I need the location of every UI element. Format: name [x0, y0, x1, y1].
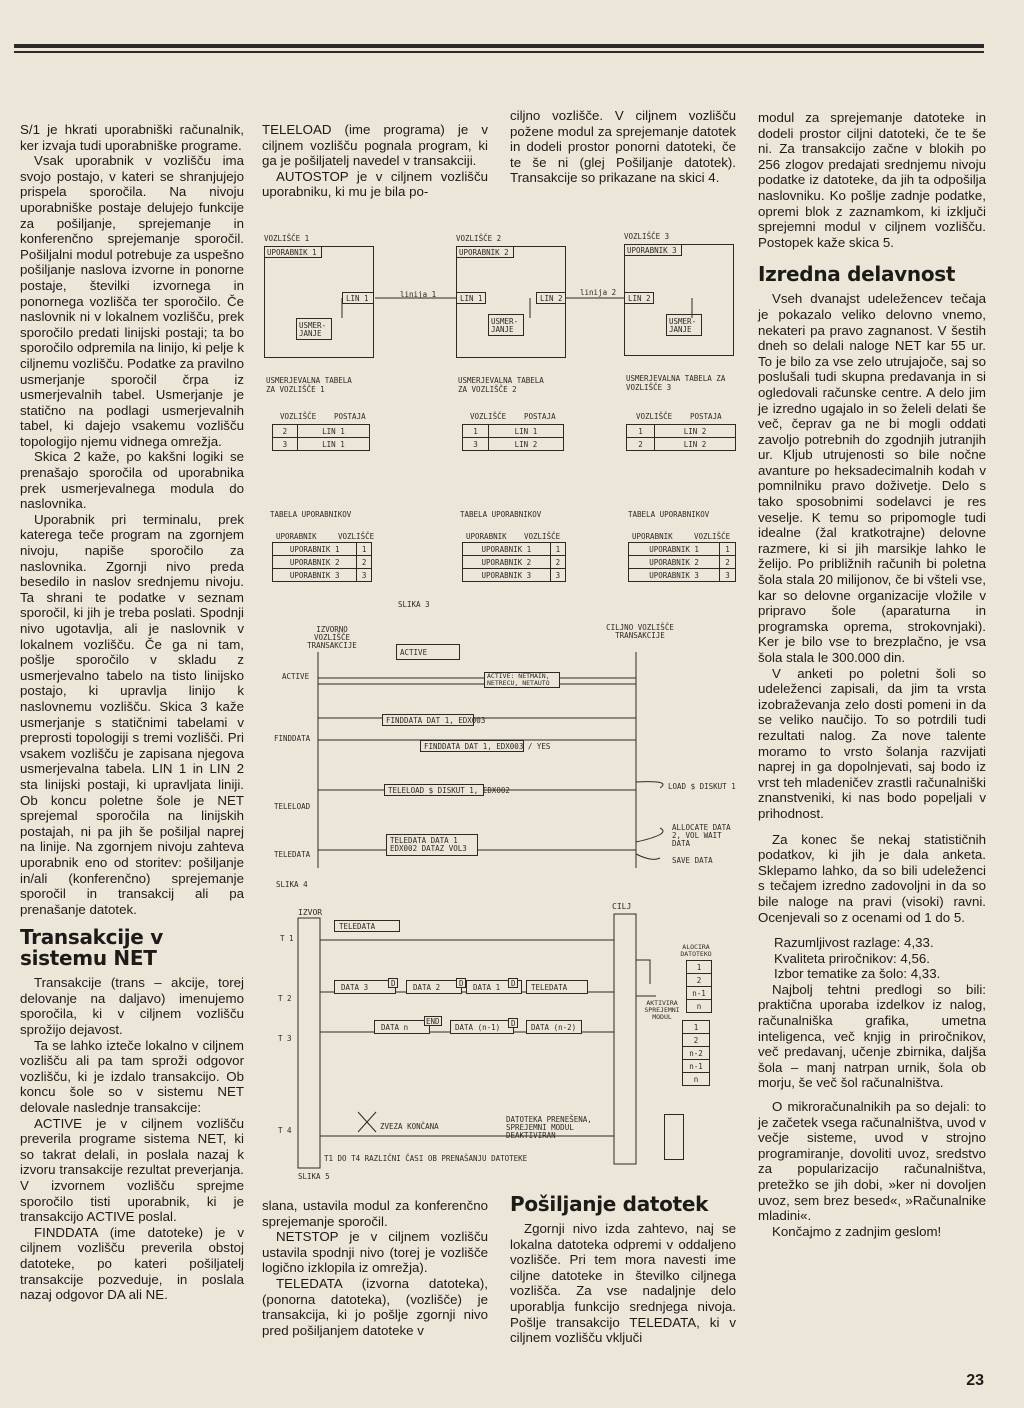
- paragraph: Zgornji nivo izda zahtevo, naj se lokalna datoteka odpremi v oddaljeno vozlišče. Pri tem mora navesti ime ciljne datoteke in številko ciljnega vozlišča. Za vse nadaljnje delo uporablja funkcijo srednjega nivoja. Pošlje transakcijo TELEDATA, ki v ciljnem vozlišču vključi: [510, 1221, 736, 1346]
- flag-label: D: [511, 1019, 516, 1028]
- user-cell: 1: [357, 543, 372, 556]
- flag-label: D: [391, 979, 396, 988]
- routing-label: USMER-JANJE: [669, 317, 697, 334]
- user-table-title: TABELA UPORABNIKOV: [460, 510, 542, 519]
- figure-4: [272, 622, 748, 894]
- route-cell: LIN 2: [654, 438, 735, 451]
- message-box: [396, 644, 460, 660]
- user-cell: 2: [720, 556, 736, 569]
- paragraph: AUTOSTOP je v ciljnem vozlišču uporabniku, ki mu je bila po-: [262, 168, 488, 200]
- flag-d: [388, 978, 398, 988]
- top-rule-thin: [14, 51, 984, 53]
- routing-box: [666, 314, 702, 336]
- node-title: VOZLIŠČE 1: [264, 234, 310, 243]
- user-cell: UPORABNIK 3: [629, 569, 720, 582]
- user-cell: 3: [720, 569, 736, 582]
- lin-label: LIN 1: [460, 294, 483, 303]
- message-box: [386, 834, 478, 856]
- paragraph: O mikroračunalnikih pa so dejali: to je začetek vsega računalništva, uvod v večje sisteme, uvod v strojno programiranje, dovoliti uvoz, sredstvo za popularizacijo računalništva, pretežko se jih dobi, »ker ni dovoljen uvoz, sem brez besed«, »Računalnike mladini«.: [758, 1099, 986, 1224]
- route-cell: LIN 2: [488, 438, 563, 451]
- time-label: T 4: [278, 1126, 292, 1135]
- lin-label: LIN 1: [346, 294, 369, 303]
- paragraph: Transakcije (trans – akcije, torej delovanje na daljavo) imenujemo sporočila, ki v ciljnem vozlišču sprožijo dejavost.: [20, 975, 244, 1038]
- lin-label: LIN 2: [540, 294, 563, 303]
- node-title: VOZLIŠČE 2: [456, 234, 502, 243]
- user-header: UPORABNIK: [276, 532, 317, 541]
- paragraph: ACTIVE je v ciljnem vozlišču preverila programe sistema NET, ki so takrat delali, in poslala nazaj k izvoru transakcije rezultat preverjanja. V izvornem vozlišču sprejme sporočilo tisti uporabnik, ki je transakcijo ACTIVE poslal.: [20, 1115, 244, 1225]
- packet-box: [374, 1020, 430, 1034]
- user-cell: UPORABNIK 1: [463, 543, 551, 556]
- link-label: linija 2: [580, 288, 617, 297]
- transaction-label: ACTIVE: [282, 672, 310, 681]
- flag-label: END: [426, 1017, 440, 1026]
- message-text: TELELOAD $ DISKUT 1, EDX002: [388, 786, 510, 795]
- stats-list: [758, 935, 986, 982]
- paragraph: Uporabnik pri terminalu, prek katerega teče program na zgornjem nivoju, napiše sporočilo za naslovnika. Zgornji nivo preda besedilo in naslov srednjemu nivoju. Ta shrani te podatke v seznam sporočil, ki jih je treba poslati. Spodnji nivo ugotavlja, ali je naslovnik v lokalnem vozlišču. Če ga ni tam, pošlje sporočilo v skladu z usmerjevalno tabelo na tisto linijsko postajo, ki upravlja linijo k naslovnemu vozlišču. Skica 3 kaže usmerjanje s statičnimi tabelami v preprosti topologiji s tremi vozlišči. Pri vsakem vozlišču je zapisana njegova usmerjevalna tabela. LIN 1 in LIN 2 sta linijski postaji, ki upravljata liniji. Ob koncu poletne šole je NET sprejemal sporočila na linijskih postajah, ni pa jih še pošiljal naprej na linije. Na zgornjem nivoju zahteva uporabnik eno od storitev: pošiljanje in/ali (konferenčno) sprejemanje sporočil in transakcij ali pa prenašanje datotek.: [20, 511, 244, 917]
- route-cell: LIN 2: [654, 425, 735, 438]
- lin-box: [342, 292, 374, 304]
- stat-item: Razumljivost razlage: 4,33.: [774, 935, 934, 951]
- column-3-top: [510, 108, 736, 186]
- user-cell: UPORABNIK 2: [463, 556, 551, 569]
- note-text: SAVE DATA: [672, 856, 713, 865]
- route-header-node: VOZLIŠČE: [636, 412, 673, 421]
- routing-label: USMER-JANJE: [299, 321, 327, 338]
- user-box: [456, 246, 514, 258]
- packet-box: [334, 980, 396, 994]
- paragraph: Končajmo z zadnjim geslom!: [772, 1223, 942, 1239]
- route-table-title: USMERJEVALNA TABELA ZA VOZLIŠČE 1: [266, 376, 352, 394]
- section-heading: Pošiljanje datotek: [510, 1192, 709, 1216]
- time-label: T 2: [278, 994, 292, 1003]
- user-header: VOZLIŠČE: [524, 532, 561, 541]
- column-3-bottom: [510, 1190, 736, 1346]
- column-1: [20, 122, 244, 1303]
- lin-box: [456, 292, 486, 304]
- column-4: [758, 110, 986, 1239]
- routing-box: [488, 314, 524, 336]
- routing-label: USMER-JANJE: [491, 317, 519, 334]
- target-node-label: CILJNO VOZLIŠČE TRANSAKCIJE: [606, 623, 674, 640]
- paragraph: ciljno vozlišče. V ciljnem vozlišču požene modul za sprejemanje datotek in dodeli prostor ponorni datoteki, če te še ni (glej Pošiljanje datotek). Transakcije so prikazane na skici 4.: [510, 108, 736, 186]
- paragraph: slana, ustavila modul za konferenčno sprejemanje sporočil.: [262, 1198, 488, 1229]
- paragraph: NETSTOP je v ciljnem vozlišču ustavila spodnji nivo (torej je vozlišče logično izklopila iz omrežja).: [262, 1229, 488, 1276]
- user-box: [264, 246, 322, 258]
- route-cell: 2: [627, 438, 655, 451]
- stack-cell: n-1: [683, 1060, 710, 1073]
- packet-label: TELEDATA: [531, 983, 568, 992]
- connection-ended: ZVEZA KONČANA: [380, 1122, 439, 1131]
- top-rule: [14, 44, 984, 48]
- user-cell: UPORABNIK 2: [273, 556, 357, 569]
- file-stack: [686, 960, 712, 1013]
- stack-cell: n: [687, 1000, 712, 1013]
- stat-item: Kvaliteta priročnikov: 4,56.: [774, 950, 930, 966]
- paragraph: Ta se lahko izteče lokalno v ciljnem vozlišču ali pa tam sproži odgovor vozlišču, ki je izdalo transakcijo. Ob koncu šole so v sistemu NET delovale naslednje transakcije:: [20, 1037, 244, 1116]
- packet-box: [334, 920, 400, 932]
- message-box: [420, 740, 551, 752]
- time-note: T1 DO T4 RAZLIČNI ČASI OB PRENAŠANJU DATOTEKE: [324, 1154, 528, 1163]
- route-table-title: USMERJEVALNA TABELA ZA VOZLIŠČE 3: [626, 374, 726, 392]
- paragraph: Vseh dvanajst udeležencev tečaja je pokazalo veliko delovno vnemo, nekateri pa pravo zagnanost. V šestih dneh so delali naloge NET kar 55 ur. To je bilo za vse zelo utrujajoče, saj so poslušali tudi skupna predavanja in si ogledovali računske centre. A delo jim je izredno ugajalo in so želeli delati še več, čeprav ga ne bi mogli oddati zavoljo potrebnih do zgodnjih jutranjih ur. Kljub utrujenosti so bile nočne avanture po heksadecimalnih kodah v pomnilniku pravo doživetje. Delo s tako sposobnimi sodelavci je res veselje. K temu so pripomogle tudi idealne (žal kratkotrajne) delovne razmere, ki si jih marsikje lahko le želijo. Po približnih računih bi poletna šola stala 20 milijonov, če bi všteli vse, kar so delovne organizacije vložile v pripravo šole (aparaturna in programska oprema, strokovnjaki). Ker je bilo vse to brezplačno, je vsa šola stala le 300.000 din.: [758, 291, 986, 665]
- lin-box: [624, 292, 654, 304]
- paragraph: Najbolj tehtni predlogi so bili: praktična uporaba izdelkov iz nalog, računalniška grafika, umetna inteligenca, več knjig in priročnikov, več predavanj, učenje zbirnika, daljša šola – manj natrpan urnik, šola ob morju, še več šol računalništva.: [758, 981, 986, 1091]
- source-label: IZVOR: [298, 908, 323, 917]
- packet-label: DATA 2: [413, 983, 441, 992]
- message-text: TELEDATA DATA 1 EDX002 DATAZ VOL3: [390, 836, 467, 853]
- user-cell: 1: [720, 543, 736, 556]
- figure-5: [272, 900, 748, 1190]
- link-label: linija 1: [400, 290, 437, 299]
- paragraph: modul za sprejemanje datoteke in dodeli prostor ciljni datoteki, če te še ni. Za transakcijo začne v blokih po 256 zlogov predajati srednjemu nivoju podatke iz datoteke, da jih ta odpošilja naslovniku. Ko pošlje zadnje podatke, opremi blok z zaznamkom, ki izključi sprejemni modul v ciljnem vozlišču. Postopek kaže skica 5.: [758, 110, 986, 250]
- packet-label: DATA (n-1): [455, 1023, 501, 1032]
- user-table: [628, 542, 736, 582]
- activate-label: AKTIVIRA SPREJEMNI MODUL: [644, 999, 680, 1021]
- note-text: LOAD $ DISKUT 1: [668, 782, 736, 791]
- stack-cell: 2: [683, 1034, 710, 1047]
- flag-d: [508, 978, 518, 988]
- transfer-done: DATOTEKA PRENEŠENA, SPREJEMNI MODUL DEAKTIVIRAN: [506, 1115, 592, 1140]
- flag-end: [424, 1016, 442, 1026]
- message-text: ACTIVE: [400, 648, 428, 657]
- figure-caption: SLIKA 3: [398, 600, 430, 609]
- flag-label: D: [459, 979, 464, 988]
- figure-caption: SLIKA 4: [276, 880, 308, 889]
- user-cell: UPORABNIK 3: [273, 569, 357, 582]
- user-label: UPORABNIK 1: [267, 248, 317, 257]
- route-table: [462, 424, 564, 451]
- route-table: [272, 424, 370, 451]
- transaction-label: FINDDATA: [274, 734, 311, 743]
- user-header: UPORABNIK: [632, 532, 673, 541]
- transaction-label: TELELOAD: [274, 802, 311, 811]
- alloc-label: ALOCIRA DATOTEKO: [680, 943, 712, 958]
- user-header: VOZLIŠČE: [694, 532, 731, 541]
- target-label: CILJ: [612, 902, 632, 911]
- packet-label: DATA n: [381, 1023, 409, 1032]
- user-table: [272, 542, 372, 582]
- route-cell: LIN 1: [297, 425, 369, 438]
- route-cell: 3: [273, 438, 298, 451]
- packet-box: [526, 1020, 582, 1034]
- route-table: [626, 424, 736, 451]
- route-header-station: POSTAJA: [524, 412, 556, 421]
- route-cell: 3: [463, 438, 489, 451]
- section-heading: Transakcije v sistemu NET: [20, 925, 163, 971]
- paragraph: Vsak uporabnik v vozlišču ima svojo postajo, v kateri se shranjujejo prispela sporočila. Na nivoju uporabniške postaje delujejo funkcije za pošiljanje, sprejemanje in konferenčno sprejemanje sporočil. Pošiljalni modul potrebuje za uspešno pošiljanje naslova izvorne in ponorne postaje, številki izvornega in ponornega vozlišča ter sporočilo. Če naslovnik ni v lokalnem vozlišču, prek sporočilo predati linijski postaji; ta bo sporočilo odpremila na linijo, ki pelje k ciljnemu vozlišču. Podatke za pravilno usmerjanje sporočil črpa iz usmerjevalnih tabel. Usmerjanje je statično na podlagi usmerjevalnih tabel, ki dajejo vsakemu vozlišču topologijo njemu vidnega omrežja.: [20, 153, 244, 449]
- packet-label: DATA 1: [473, 983, 501, 992]
- time-label: T 3: [278, 1034, 292, 1043]
- message-text: FINDDATA DAT 1, EDX003 / YES: [424, 742, 551, 751]
- packet-label: DATA 3: [341, 983, 369, 992]
- user-cell: 3: [357, 569, 372, 582]
- paragraph: Skica 2 kaže, po kakšni logiki se prenašajo sporočila od uporabnika prek usmerjevalnega modula do naslovnika.: [20, 449, 244, 512]
- message-box: [484, 672, 560, 688]
- file-stack-done: [664, 1114, 684, 1160]
- transaction-label: TELEDATA: [274, 850, 311, 859]
- paragraph: S/1 je hkrati uporabniški računalnik, ker izvaja tudi uporabniške programe.: [20, 122, 244, 153]
- user-label: UPORABNIK 2: [459, 248, 509, 257]
- route-table-title: USMERJEVALNA TABELA ZA VOZLIŠČE 2: [458, 376, 544, 394]
- lin-box: [536, 292, 566, 304]
- packet-label: DATA (n-2): [531, 1023, 577, 1032]
- route-header-station: POSTAJA: [690, 412, 722, 421]
- user-cell: UPORABNIK 3: [463, 569, 551, 582]
- user-header: UPORABNIK: [466, 532, 507, 541]
- message-box: [384, 784, 510, 796]
- paragraph: TELEDATA (izvorna datoteka), (ponorna datoteka), (vozlišče) je transakcija, ki jo pošlje zgornji nivo pred pošiljanjem datoteke v: [262, 1275, 488, 1338]
- paragraph: FINDDATA (ime datoteke) je v ciljnem vozlišču preverila obstoj datoteke, po kateri pošiljatelj transakcije pozveduje, in poslala nazaj odgovor DA ali NE.: [20, 1224, 244, 1303]
- packet-label: TELEDATA: [339, 922, 376, 931]
- node-title: VOZLIŠČE 3: [624, 232, 670, 241]
- user-table-title: TABELA UPORABNIKOV: [270, 510, 352, 519]
- route-header-node: VOZLIŠČE: [470, 412, 507, 421]
- route-header-node: VOZLIŠČE: [280, 412, 317, 421]
- stack-cell: 1: [687, 961, 712, 974]
- message-text: ACTIVE: NETMAIN, NETRECU, NETAUTO: [487, 672, 550, 687]
- page-number: 23: [966, 1372, 984, 1389]
- flag-d: [456, 978, 466, 988]
- user-cell: 3: [550, 569, 565, 582]
- user-table: [462, 542, 566, 582]
- route-cell: 1: [463, 425, 489, 438]
- route-header-station: POSTAJA: [334, 412, 366, 421]
- time-label: T 1: [280, 934, 294, 943]
- figure-caption: SLIKA 5: [298, 1172, 330, 1181]
- lin-label: LIN 2: [628, 294, 651, 303]
- packet-box: [526, 980, 588, 994]
- packet-box: [450, 1020, 514, 1034]
- user-table-title: TABELA UPORABNIKOV: [628, 510, 710, 519]
- user-cell: UPORABNIK 1: [273, 543, 357, 556]
- user-cell: 2: [550, 556, 565, 569]
- route-cell: 2: [273, 425, 298, 438]
- stat-item: Izbor tematike za šolo: 4,33.: [774, 966, 941, 982]
- packet-box: [406, 980, 462, 994]
- user-header: VOZLIŠČE: [338, 532, 375, 541]
- user-cell: 2: [357, 556, 372, 569]
- paragraph: TELELOAD (ime programa) je v ciljnem vozlišču pognala program, ki ga je pošiljatelj navedel v transakciji.: [262, 122, 488, 169]
- user-cell: UPORABNIK 2: [629, 556, 720, 569]
- source-node-label: IZVORNO VOZLIŠČE TRANSAKCIJE: [307, 625, 357, 650]
- column-2-top: [262, 122, 488, 200]
- paragraph: V anketi po poletni šoli so udeleženci zapisali, da jim ta vrsta izobraževanja zelo dosti pomeni in da se veliko naučijo. To so potrdili tudi rezultati nalog. Za nove talente moramo to vrsto šolanja razvijati naprej in ga dopolnjevati, saj bodo iz vrst teh mladeničev zrastli računalniški znanstveniki, ki nas bodo popeljali v prihodnost.: [758, 665, 986, 821]
- stack-cell: n: [683, 1073, 710, 1086]
- stack-cell: n-1: [687, 987, 712, 1000]
- user-box: [624, 244, 682, 256]
- section-heading: Izredna delavnost: [758, 262, 956, 287]
- paragraph: Za konec še nekaj statističnih podatkov, ki jih je dala anketa. Sklepamo lahko, da so bili udeleženci s tečajem izredno zadovoljni in da so bile naloge na pravi (visoki) ravni. Ocenjevali so z ocenami od 1 do 5.: [758, 831, 986, 925]
- user-label: UPORABNIK 3: [627, 246, 677, 255]
- flag-label: D: [511, 979, 516, 988]
- stack-cell: 1: [683, 1021, 710, 1034]
- fig4-lines: [272, 622, 748, 894]
- user-cell: UPORABNIK 1: [629, 543, 720, 556]
- message-text: FINDDATA DAT 1, EDX003: [386, 716, 486, 725]
- route-cell: LIN 1: [488, 425, 563, 438]
- file-stack: [682, 1020, 710, 1086]
- note-text: ALLOCATE DATA 2, VOL WAIT DATA: [672, 823, 731, 848]
- stack-cell: 2: [687, 974, 712, 987]
- route-cell: 1: [627, 425, 655, 438]
- flag-d: [508, 1018, 518, 1028]
- routing-box: [296, 318, 332, 340]
- message-box: [382, 714, 486, 726]
- user-cell: 1: [550, 543, 565, 556]
- figure-3: [262, 228, 748, 618]
- stack-cell: n-2: [683, 1047, 710, 1060]
- route-cell: LIN 1: [297, 438, 369, 451]
- column-2-bottom: [262, 1198, 488, 1338]
